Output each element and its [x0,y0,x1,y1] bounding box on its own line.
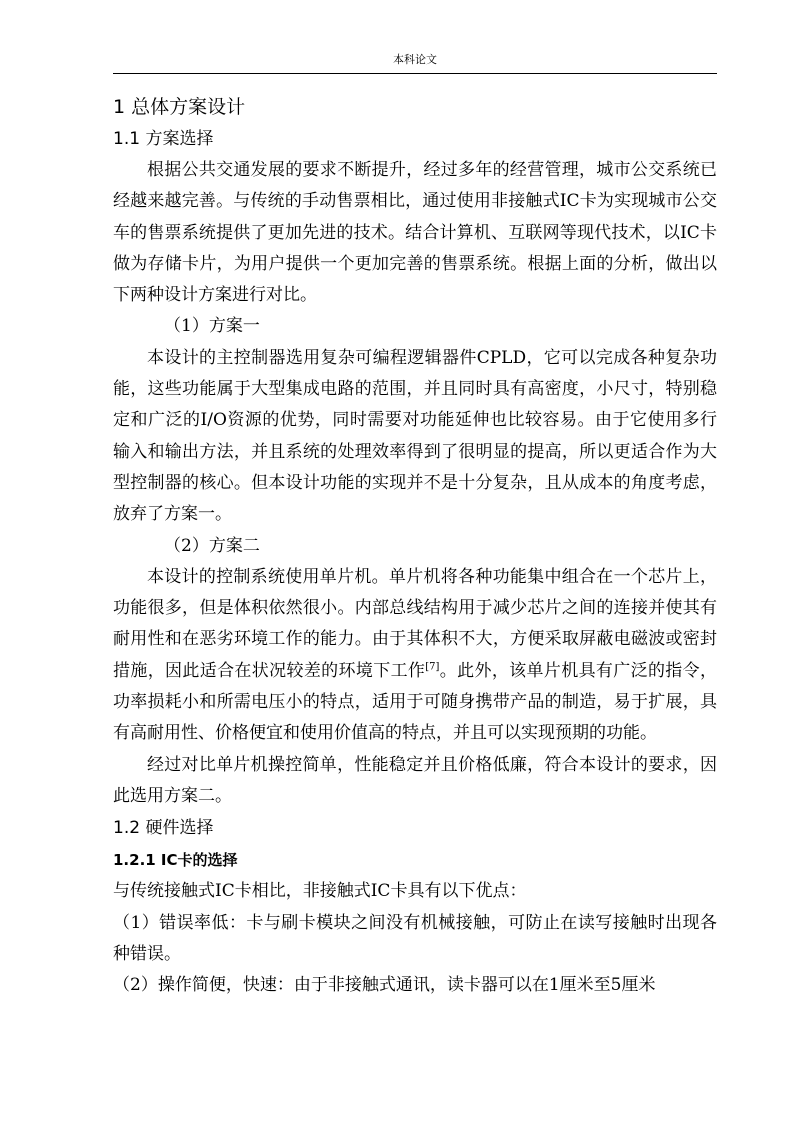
paragraph-conclusion: 经过对比单片机操控简单，性能稳定并且价格低廉，符合本设计的要求，因此选用方案二。 [113,754,717,806]
running-header: 本科论文 [393,53,437,66]
citation-7: [7] [425,661,440,673]
plan-2-label: （2）方案二 [164,535,260,556]
section-1-title: 1 总体方案设计 [113,96,246,118]
paragraph-plan-1: 本设计的主控制器选用复杂可编程逻辑器件CPLD，它可以完成各种复杂功能，这些功能属于大型集成电路的范围，并且同时具有高密度，小尺寸，特别稳定和广泛的I/O资源的优势，同时需要对功能延伸也比较容易。由于它使用多行输入和输出方法，并且系统的处理效率得到了很明显的提高，所以更适合作为大型控制器的核心。但本设计功能的实现并不是十分复杂，且从成本的角度考虑，放弃了方案一。 [113,347,717,525]
page-body [113,91,717,1001]
plan-2-text-a: 本设计的控制系统使用单片机。单片机将各种功能集中组合在一个芯片上，功能很多，但是体积依然很小。内部总线结构用于减少芯片之间的连接并使其有耐用性和在恶劣环境工作的能力。由于其体积不大，方便采取屏蔽电磁波或密封措施，因此适合在状况较差的环境下工作 [113,566,717,681]
section-1-1-title: 1.1 方案选择 [113,129,214,149]
paragraph-ic-intro: 与传统接触式IC卡相比，非接触式IC卡具有以下优点： [113,881,527,902]
plan-2-text-b: 。此外，该单片机具有广泛的指令，功率损耗小和所需电压小的特点，适用于可随身携带产品的制造，易于扩展，具有高耐用性、价格便宜和使用价值高的特点，并且可以实现预期的功能。 [113,660,718,744]
header-rule [113,73,717,74]
list-item-1: （1）错误率低：卡与刷卡模块之间没有机械接触，可防止在读写接触时出现各种错误。 [113,912,717,964]
section-1-2-title: 1.2 硬件选择 [113,818,214,839]
list-item-2: （2）操作简便，快速：由于非接触式通讯，读卡器可以在1厘米至5厘米 [113,975,656,996]
section-1-2-1-title: 1.2.1 IC卡的选择 [113,851,238,870]
paragraph-intro: 根据公共交通发展的要求不断提升，经过多年的经营管理，城市公交系统已经越来越完善。与传统的手动售票相比，通过使用非接触式IC卡为实现城市公交车的售票系统提供了更加先进的技术。结合计算机、互联网等现代技术，以IC卡做为存储卡片，为用户提供一个更加完善的售票系统。根据上面的分析，做出以下两种设计方案进行对比。 [113,160,717,306]
plan-1-label: （1）方案一 [164,316,260,337]
paragraph-plan-2 [113,562,717,750]
